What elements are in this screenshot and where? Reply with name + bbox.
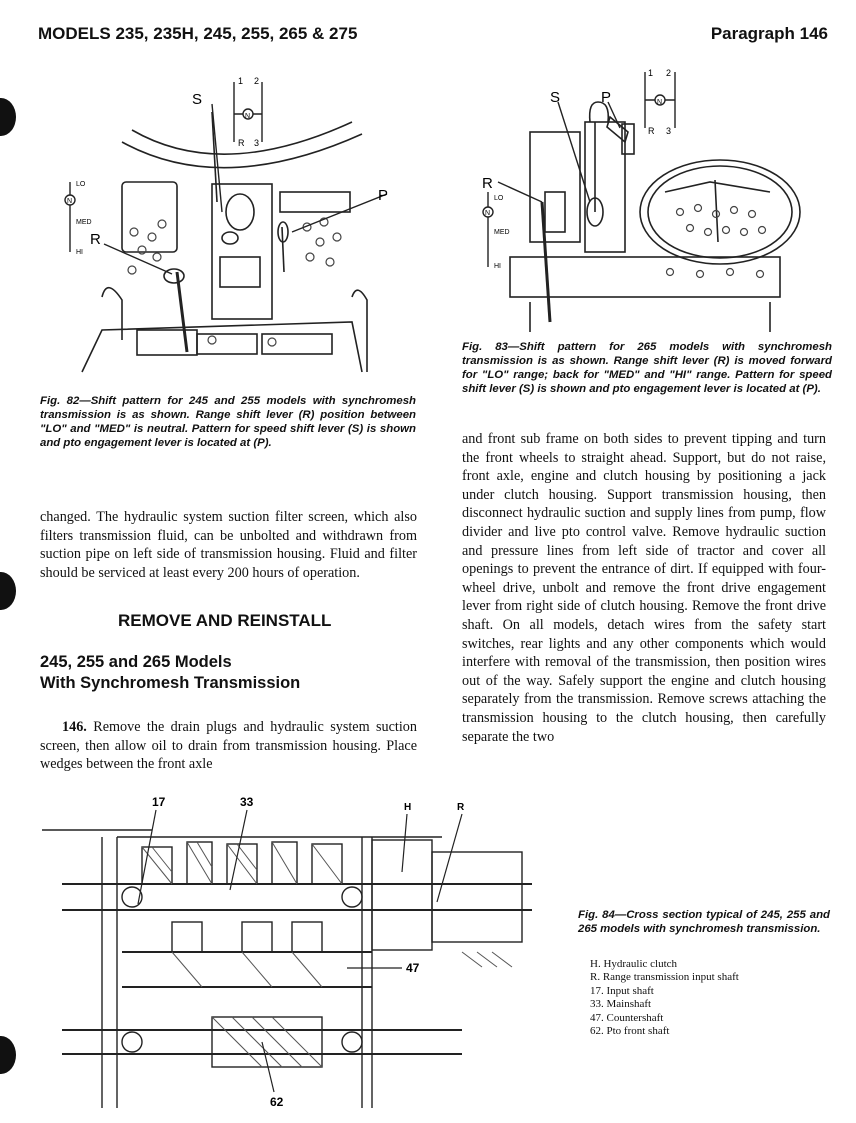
fig83-gear-2: 2 <box>666 68 672 78</box>
fig83-label-r: R <box>482 175 493 192</box>
fig83-label-s: S <box>550 89 561 106</box>
fig82-gear-n: N <box>245 113 251 120</box>
fig84-callout-62: 62 <box>270 1095 284 1109</box>
fig84-callout-47: 47 <box>406 961 420 975</box>
subsection-title-line2: With Synchromesh Transmission <box>40 674 301 692</box>
fig82-range-hi: HI <box>76 249 83 256</box>
fig82-gear-1: 1 <box>238 76 244 86</box>
figure-83-drawing <box>470 62 805 340</box>
figure-84-drawing <box>42 792 542 1110</box>
legend-item: 47. Countershaft <box>590 1011 664 1024</box>
fig83-gear-3: 3 <box>666 126 672 136</box>
fig82-gear-3: 3 <box>254 138 260 148</box>
fig83-gear-r: R <box>648 126 655 136</box>
fig83-range-n: N <box>485 210 491 217</box>
legend-item: 17. Input shaft <box>590 984 654 997</box>
paragraph-146 <box>40 718 417 774</box>
section-title: REMOVE AND REINSTALL <box>118 611 332 630</box>
header-paragraph: Paragraph 146 <box>710 24 828 43</box>
figure-84-legend <box>590 958 830 1038</box>
fig82-gear-r: R <box>238 138 245 148</box>
legend-item: 33. Mainshaft <box>590 998 652 1011</box>
legend-item: 62. Pto front shaft <box>590 1025 670 1038</box>
fig82-range-med: MED <box>76 219 92 226</box>
fig82-label-r: R <box>90 231 101 248</box>
binder-hole-top <box>0 98 16 136</box>
header-models: MODELS 235, 235H, 245, 255, 265 & 275 <box>38 24 358 43</box>
fig84-callout-33: 33 <box>240 795 254 809</box>
left-body-text <box>40 508 417 582</box>
subsection-title-line1: 245, 255 and 265 Models <box>40 653 232 671</box>
legend-item: H. Hydraulic clutch <box>590 958 678 970</box>
fig83-range-lo: LO <box>494 195 504 202</box>
fig82-gear-2: 2 <box>254 76 260 86</box>
fig84-callout-r: R <box>457 802 465 813</box>
fig82-label-s: S <box>192 91 203 108</box>
paragraph-number: 146. <box>62 719 87 735</box>
paragraph-filter-screen: changed. The hydraulic system suction filter screen, which also filters transmission fluid, can be unbolted and withdrawn from suction pipe on left side of transmission housing. Fluid and filter should be serviced at least every 200 hours of operation. <box>40 509 417 581</box>
binder-hole-middle <box>0 572 16 610</box>
fig83-gear-n: N <box>657 99 663 106</box>
paragraph-146-text: Remove the drain plugs and hydraulic system suction screen, then allow oil to drain from transmission housing. Place wedges between the front axle <box>40 719 417 773</box>
fig82-label-p: P <box>377 187 388 204</box>
fig83-range-hi: HI <box>494 263 501 270</box>
right-body-text <box>462 430 826 746</box>
figure-82-drawing <box>62 72 392 390</box>
figure-82-caption: Fig. 82—Shift pattern for 245 and 255 models with synchromesh transmission is as shown. Range shift lever (R) position between "LO" and "MED" is neutral. Pattern for speed shift lever (S) is shown and pto engagement lever is located at (P). <box>40 395 416 449</box>
legend-item: R. Range transmission input shaft <box>590 971 739 984</box>
paragraph-removal-continued: and front sub frame on both sides to prevent tipping and turn the front wheels to straight ahead. Support, but do not raise, front axle, engine and clutch housing by positioning a jack under clutch housing. Support transmission housing, then disconnect hydraulic suction and supply lines from pump, flow divider and live pto control valve. Remove hydraulic suction and pressure lines from left side of tractor and cover all openings to prevent the entrance of dirt. If equipped with four-wheel drive, unbolt and remove the front drive engagement lever from right side of clutch housing. Remove the front drive shaft. On all models, detach wires from the safety start switches, rear lights and any other components which would interfere with removal of the transmission, then position wires out of the way. Safely support the engine and clutch housing separately from the transmission. Remove screws attaching the transmission housing to the clutch housing, then carefully separate the two <box>462 431 826 745</box>
fig83-label-p: P <box>601 89 612 106</box>
subsection-title <box>40 652 300 694</box>
figure-84-caption: Fig. 84—Cross section typical of 245, 255 and 265 models with synchromesh transmission. <box>578 909 830 935</box>
fig84-callout-17: 17 <box>152 795 166 809</box>
fig83-gear-1: 1 <box>648 68 654 78</box>
fig82-range-n: N <box>67 198 73 205</box>
fig84-callout-h: H <box>404 802 412 813</box>
fig83-range-med: MED <box>494 229 510 236</box>
fig82-range-lo: LO <box>76 181 86 188</box>
binder-hole-bottom <box>0 1036 16 1074</box>
figure-83-caption: Fig. 83—Shift pattern for 265 models with synchromesh transmission is as shown. Range shift lever (R) is moved forward for "LO" range; back for "MED" and "HI" range. Pattern for speed shift lever (S) is shown and pto engagement lever is located at (P). <box>462 341 832 395</box>
